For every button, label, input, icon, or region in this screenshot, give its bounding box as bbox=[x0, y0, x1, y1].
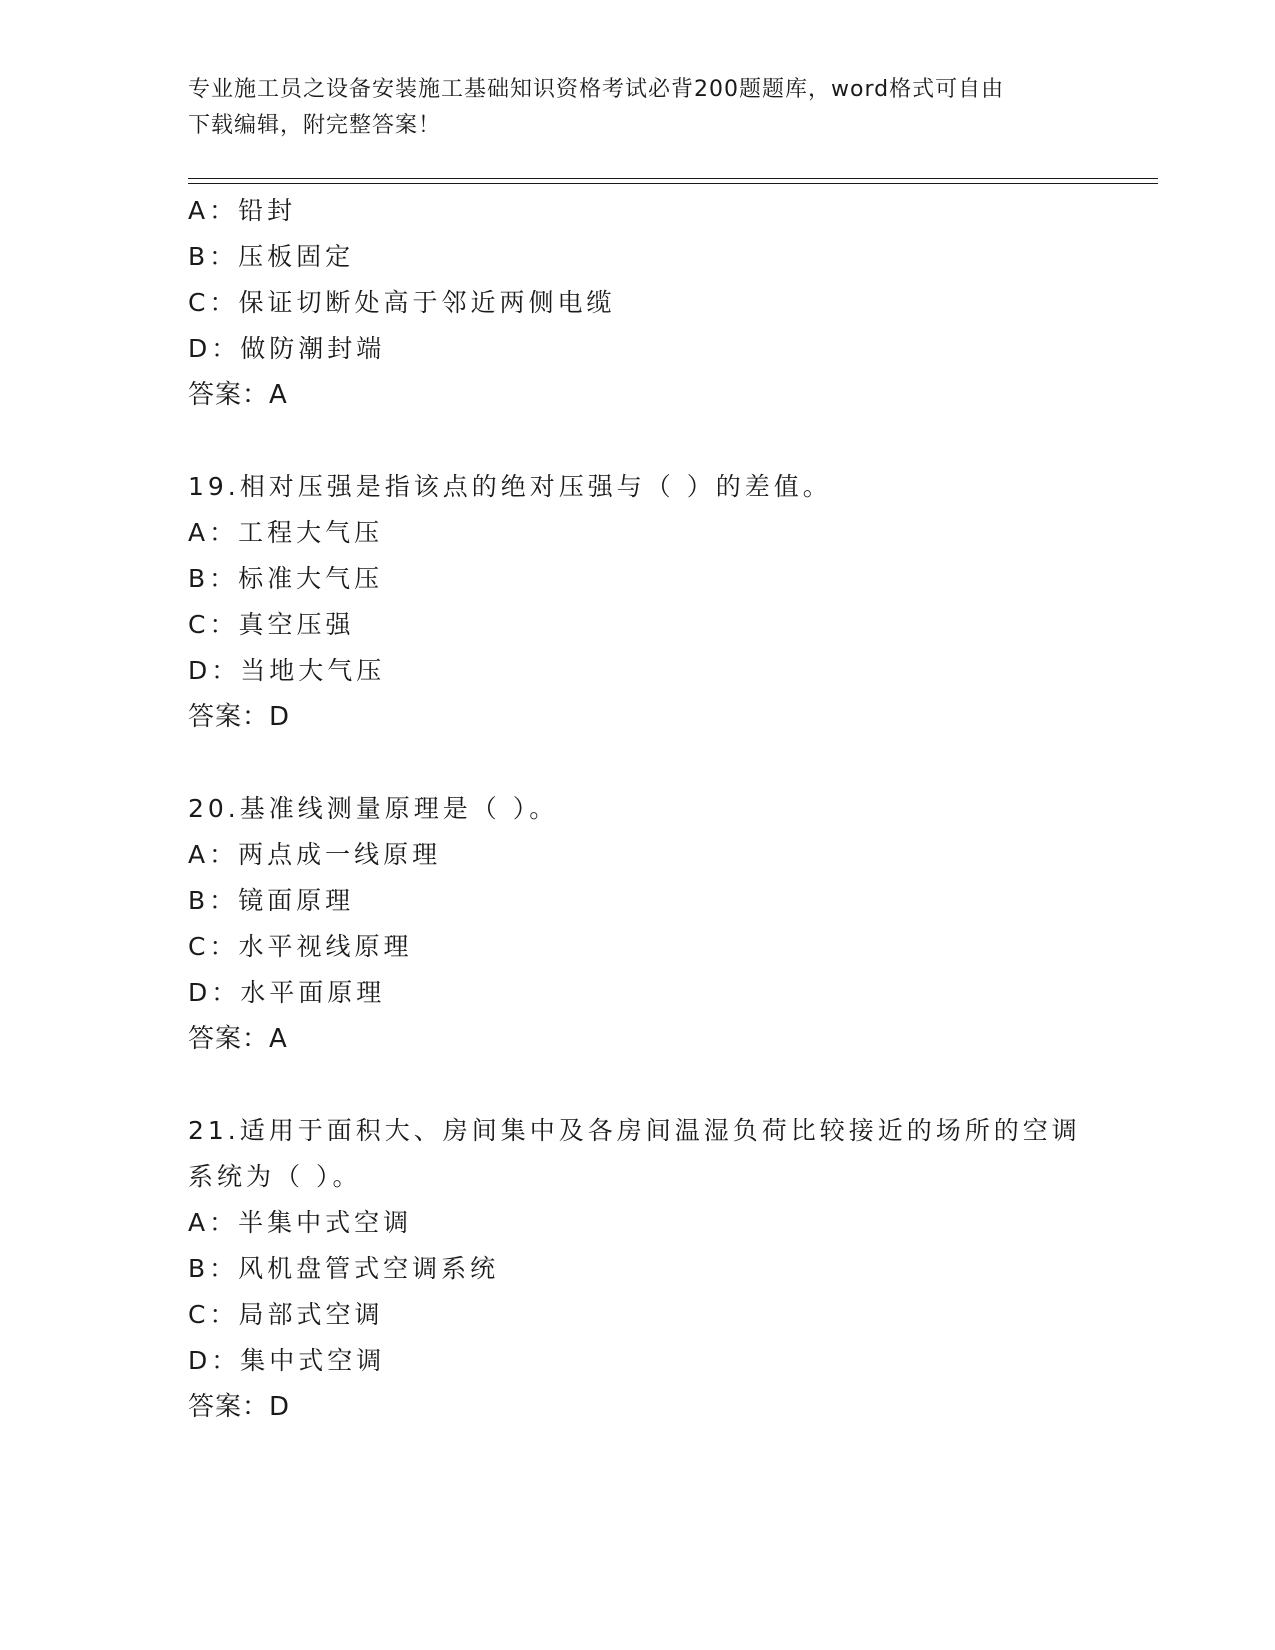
option-d: D：当地大气压 bbox=[188, 656, 386, 685]
question-stem-line-1: 21.适用于面积大、房间集中及各房间温湿负荷比较接近的场所的空调 bbox=[188, 1116, 1081, 1145]
question-19 bbox=[188, 464, 1088, 740]
header-title-line-1: 专业施工员之设备安装施工基础知识资格考试必背200题题库，word格式可自由 bbox=[188, 77, 1005, 102]
option-a: A：两点成一线原理 bbox=[188, 840, 442, 869]
question-stem-line-2: 系统为（ ）。 bbox=[188, 1162, 362, 1191]
option-a: A：工程大气压 bbox=[188, 518, 384, 547]
question-18-options bbox=[188, 188, 1088, 418]
option-d: D：做防潮封端 bbox=[188, 334, 386, 363]
spacer bbox=[188, 1062, 1088, 1108]
option-c: C：保证切断处高于邻近两侧电缆 bbox=[188, 288, 616, 317]
answer-line: 答案：A bbox=[188, 1024, 288, 1054]
answer-line: 答案：D bbox=[188, 702, 291, 732]
option-c: C：水平视线原理 bbox=[188, 932, 413, 961]
answer-line: 答案：A bbox=[188, 380, 288, 410]
option-b: B：风机盘管式空调系统 bbox=[188, 1254, 500, 1283]
option-c: C：真空压强 bbox=[188, 610, 355, 639]
option-c: C：局部式空调 bbox=[188, 1300, 384, 1329]
question-21 bbox=[188, 1108, 1088, 1430]
document-header bbox=[188, 72, 1068, 144]
question-stem: 19.相对压强是指该点的绝对压强与（ ）的差值。 bbox=[188, 472, 832, 501]
header-divider-top bbox=[188, 178, 1158, 179]
spacer bbox=[188, 740, 1088, 786]
option-b: B：标准大气压 bbox=[188, 564, 384, 593]
option-a: A：半集中式空调 bbox=[188, 1208, 413, 1237]
answer-line: 答案：D bbox=[188, 1392, 291, 1422]
option-b: B：镜面原理 bbox=[188, 886, 355, 915]
header-divider-bottom bbox=[188, 183, 1158, 184]
option-d: D：水平面原理 bbox=[188, 978, 386, 1007]
question-list bbox=[188, 188, 1088, 1430]
spacer bbox=[188, 418, 1088, 464]
header-title-line-2: 下载编辑，附完整答案！ bbox=[188, 113, 442, 138]
option-a: A：铅封 bbox=[188, 196, 297, 225]
question-stem: 20.基准线测量原理是（ ）。 bbox=[188, 794, 559, 823]
option-b: B：压板固定 bbox=[188, 242, 355, 271]
option-d: D：集中式空调 bbox=[188, 1346, 386, 1375]
question-20 bbox=[188, 786, 1088, 1062]
